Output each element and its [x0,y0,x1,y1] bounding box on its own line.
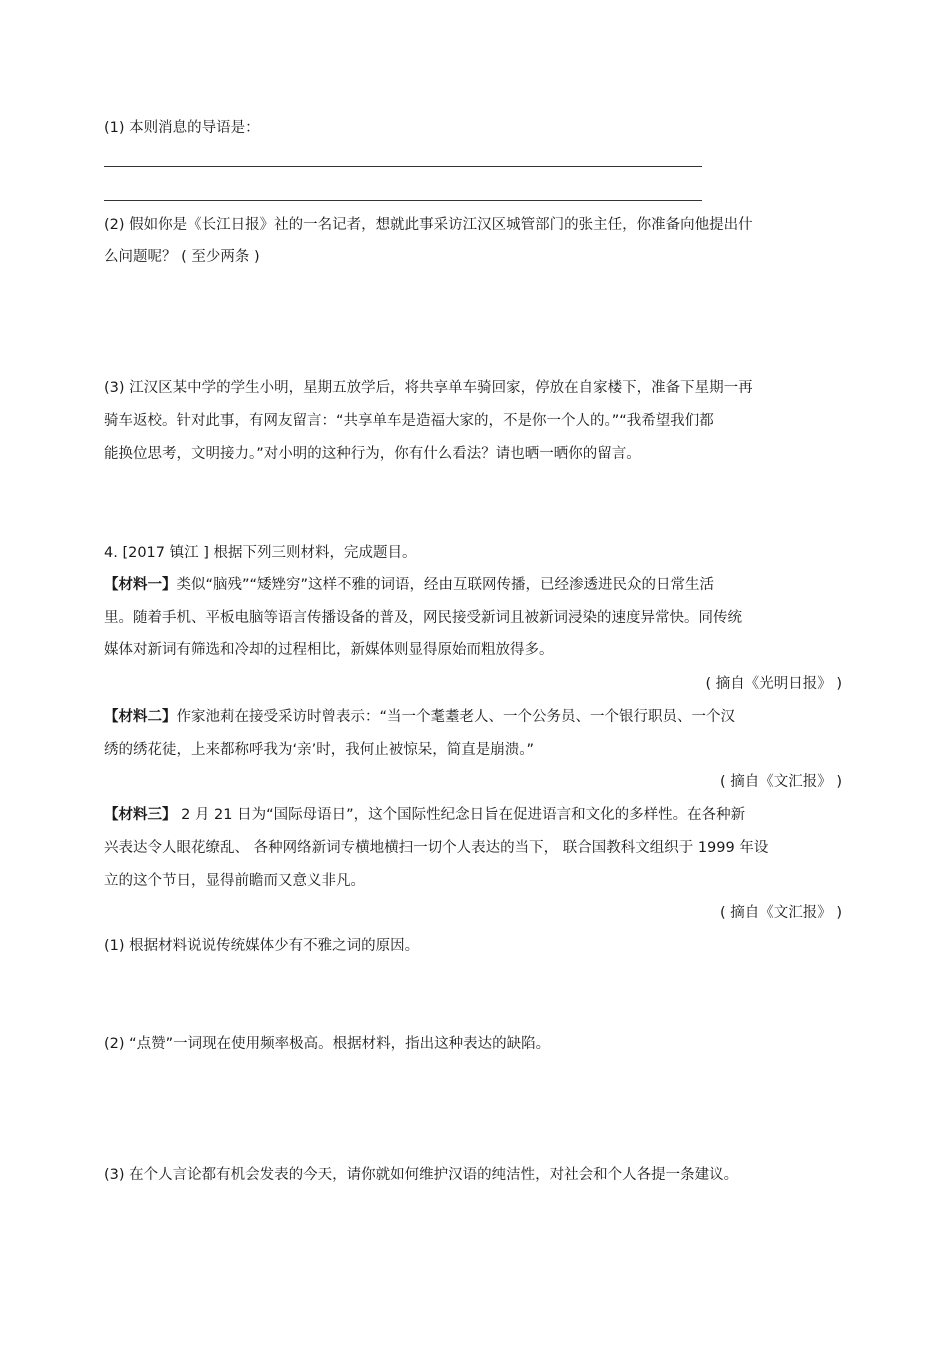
material-3-line3: 立的这个节日，显得前瞻而又意义非凡。 [104,873,365,889]
material-3-label: 【材料三】 [104,807,177,823]
material-3-text1: 2 月 21 日为“国际母语日”，这个国际性纪念日旨在促进语言和文化的多样性。在各种新 [176,807,746,823]
material-2-text1: 作家池莉在接受采访时曾表示：“当一个耄耋老人、一个公务员、一个银行职员、一个汉 [176,709,736,725]
answer-line-1 [104,166,702,167]
material-3-source: ( 摘自《文汇报》 ) [719,905,842,921]
q3-sub2-line1: (2) 假如你是《长江日报》社的一名记者，想就此事采访江汉区城管部门的张主任，你准备向他提出什 [104,217,753,233]
material-2-line1 [104,707,735,727]
q3-sub3-line3: 能换位思考，文明接力。”对小明的这种行为，你有什么看法？请也晒一晒你的留言。 [104,446,641,462]
material-1-line3: 媒体对新词有筛选和冷却的过程相比，新媒体则显得原始而粗放得多。 [104,642,554,658]
material-1-source: ( 摘自《光明日报》 ) [705,676,842,692]
q3-sub3-line2: 骑车返校。针对此事，有网友留言：“共享单车是造福大家的，不是你一个人的。”“我希望我们都 [104,413,714,429]
q3-sub2-line2: 么问题呢？ ( 至少两条 ) [104,249,260,265]
material-1-text1: 类似“脑残”“矮矬穷”这样不雅的词语，经由互联网传播，已经渗透进民众的日常生活 [176,577,715,593]
material-2-source: ( 摘自《文汇报》 ) [719,774,842,790]
q4-sub3-prompt: (3) 在个人言论都有机会发表的今天，请你就如何维护汉语的纯洁性，对社会和个人各提一条建议。 [104,1167,739,1183]
material-3-line2: 兴表达令人眼花缭乱、 各种网络新词专横地横扫一切个人表达的当下， 联合国教科文组织于 1999 年设 [104,840,769,856]
q4-sub2-prompt: (2) “点赞”一词现在使用频率极高。根据材料，指出这种表达的缺陷。 [104,1036,551,1052]
material-1-line2: 里。随着手机、平板电脑等语言传播设备的普及，网民接受新词且被新词浸染的速度异常快。同传统 [104,610,742,626]
material-3-line1 [104,805,745,825]
q4-sub1-prompt: (1) 根据材料说说传统媒体少有不雅之词的原因。 [104,938,420,954]
q4-header: 4. [2017 镇江 ] 根据下列三则材料，完成题目。 [104,545,417,561]
material-2-line2: 绣的绣花徒，上来都称呼我为‘亲’时，我何止被惊呆，简直是崩溃。” [104,742,534,758]
q3-sub3-line1: (3) 江汉区某中学的学生小明，星期五放学后，将共享单车骑回家，停放在自家楼下，准备下星期一再 [104,380,753,396]
material-1-line1 [104,575,714,595]
material-1-label: 【材料一】 [104,577,177,593]
material-2-label: 【材料二】 [104,709,177,725]
q3-sub1-prompt: (1) 本则消息的导语是： [104,120,260,136]
answer-line-2 [104,200,702,201]
